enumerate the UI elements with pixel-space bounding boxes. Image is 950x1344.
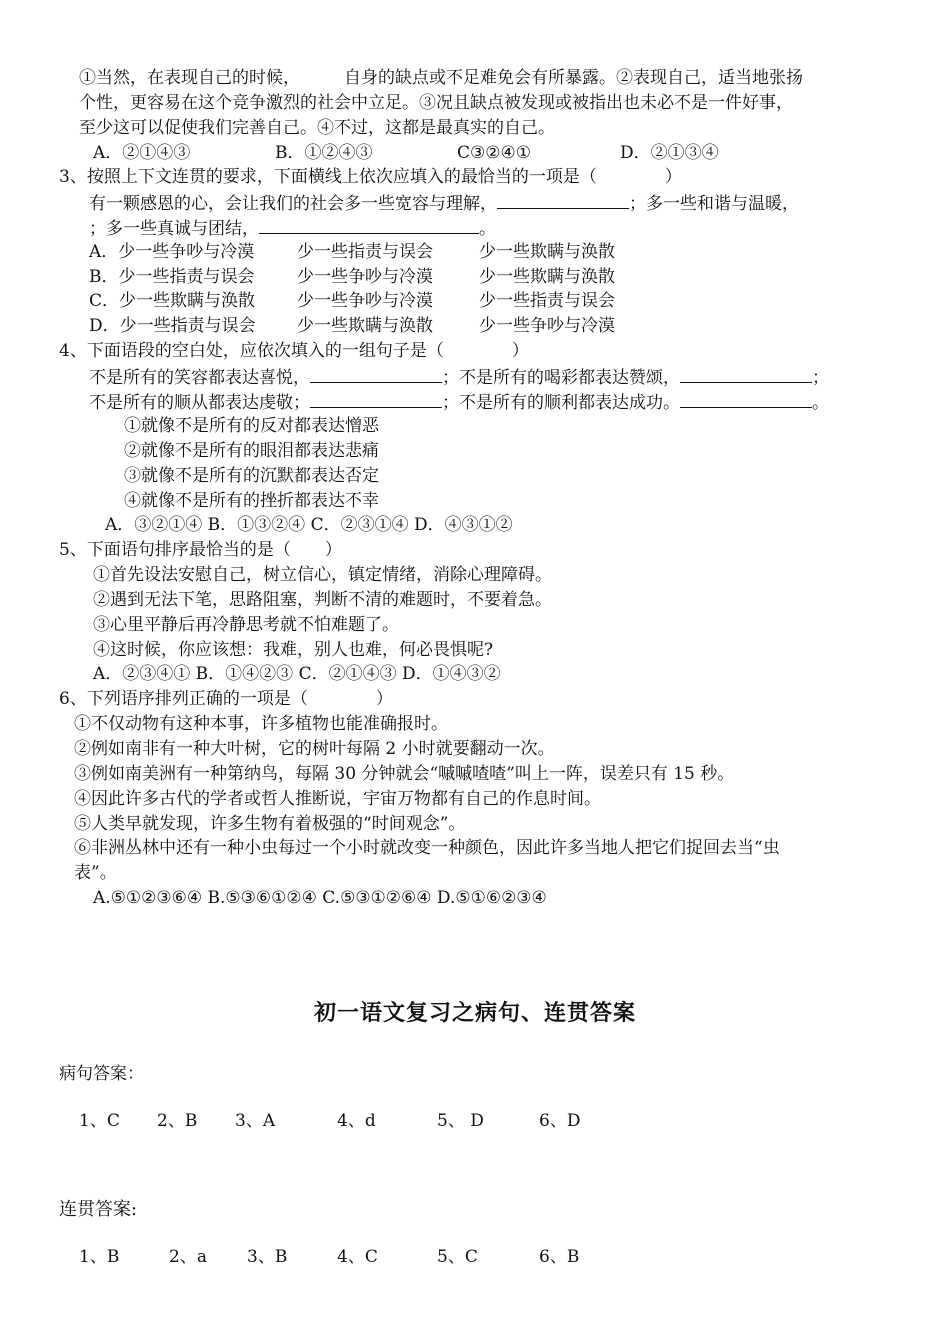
- answer-item: 6、B: [539, 1247, 580, 1267]
- option-phrase: 少一些指责与误会: [297, 242, 433, 262]
- q3-stem: 3、按照上下文连贯的要求，下面横线上依次应填入的最恰当的一项是（ ）: [59, 167, 682, 187]
- answer-blank: [310, 389, 442, 408]
- answer-item: 3、A: [235, 1111, 276, 1131]
- q4-passage-2: [89, 389, 829, 413]
- q3-option-d: [89, 314, 615, 338]
- lianguan-answers: [79, 1244, 579, 1270]
- bingju-label: 病句答案：: [59, 1064, 144, 1084]
- q2-option-a: A．②①④③: [93, 143, 191, 163]
- q3-option-a: [89, 240, 615, 264]
- option-phrase: A．少一些争吵与冷漠: [89, 242, 255, 262]
- q3-passage-text: 。: [479, 219, 496, 239]
- q5-sentence-2: ②遇到无法下笔，思路阻塞，判断不清的难题时，不要着急。: [93, 590, 552, 610]
- q4-passage-text: 不是所有的笑容都表达喜悦，: [89, 368, 310, 388]
- answer-item: 2、a: [169, 1247, 207, 1267]
- answer-item: 1、B: [79, 1247, 120, 1267]
- q4-sentence-4: ④就像不是所有的挫折都表达不幸: [124, 491, 379, 511]
- answer-title: 初一语文复习之病句、连贯答案: [313, 1001, 636, 1026]
- q6-options: A.⑤①②③⑥④ B.⑤③⑥①②④ C.⑤③①②⑥④ D.⑤①⑥②③④: [93, 888, 547, 908]
- q2-text: 自身的缺点或不足难免会有所暴露。②表现自己，适当地张扬: [344, 68, 803, 88]
- q3-passage-2: [89, 215, 496, 239]
- q5-sentence-4: ④这时候，你应该想：我难，别人也难，何必畏惧呢?: [93, 640, 494, 660]
- q6-sentence-4: ④因此许多古代的学者或哲人推断说，宇宙万物都有自己的作息时间。: [74, 789, 601, 809]
- q5-stem: 5、下面语句排序最恰当的是（ ）: [59, 540, 342, 560]
- q4-options: A．③②①④ B．①③②④ C．②③①④ D．④③①②: [105, 515, 513, 535]
- q2-option-c: C③②④①: [457, 143, 531, 163]
- q2-option-b: B．①②④③: [275, 143, 373, 163]
- q2-line-1: [79, 66, 803, 90]
- answer-item: 6、D: [539, 1111, 581, 1131]
- answer-blank: [310, 364, 442, 383]
- answer-item: 1、C: [79, 1111, 120, 1131]
- q6-sentence-2: ②例如南非有一种大叶树，它的树叶每隔 2 小时就要翻动一次。: [74, 739, 555, 759]
- q6-sentence-3: ③例如南美洲有一种第纳鸟，每隔 30 分钟就会“嘁嘁喳喳”叫上一阵，误差只有 15 秒。: [74, 764, 735, 784]
- q2-options: [93, 141, 719, 165]
- q6-sentence-6-cont: 表”。: [74, 863, 117, 883]
- answer-item: 2、B: [157, 1111, 198, 1131]
- option-phrase: B．少一些指责与误会: [89, 267, 255, 287]
- option-phrase: D．少一些指责与误会: [89, 316, 256, 336]
- q4-sentence-1: ①就像不是所有的反对都表达憎恶: [124, 416, 379, 436]
- q4-stem: 4、下面语段的空白处，应依次填入的一组句子是（ ）: [59, 341, 529, 361]
- answer-item: 5、 D: [437, 1111, 484, 1131]
- q2-line-3: 至少这可以促使我们完善自己。④不过，这都是最真实的自己。: [79, 118, 555, 138]
- q3-option-b: [89, 265, 615, 289]
- q4-passage-text: ；不是所有的顺利都表达成功。: [442, 393, 680, 413]
- option-phrase: 少一些争吵与冷漠: [479, 316, 615, 336]
- q6-sentence-1: ①不仅动物有这种本事，许多植物也能准确报时。: [74, 714, 448, 734]
- q3-passage-1: [89, 190, 799, 214]
- option-phrase: 少一些欺瞒与涣散: [479, 242, 615, 262]
- lianguan-label: 连贯答案:: [59, 1199, 138, 1220]
- q4-passage-text: ；不是所有的喝彩都表达赞颂，: [442, 368, 680, 388]
- q3-passage-text: 有一颗感恩的心，会让我们的社会多一些宽容与理解，: [89, 194, 497, 214]
- q6-sentence-6: ⑥非洲丛林中还有一种小虫每过一个小时就改变一种颜色，因此许多当地人把它们捉回去当“虫: [74, 838, 780, 858]
- q5-options: A．②③④① B．①④②③ C．②①④③ D．①④③②: [93, 664, 501, 684]
- bingju-answers: [79, 1108, 580, 1134]
- q2-option-d: D．②①③④: [620, 143, 719, 163]
- q4-sentence-3: ③就像不是所有的沉默都表达否定: [124, 466, 379, 486]
- q4-passage-text: 不是所有的顺从都表达虔敬；: [89, 393, 310, 413]
- option-phrase: 少一些欺瞒与涣散: [297, 316, 433, 336]
- answer-blank: [497, 190, 629, 209]
- option-phrase: 少一些指责与误会: [479, 291, 615, 311]
- q4-sentence-2: ②就像不是所有的眼泪都表达悲痛: [124, 441, 379, 461]
- answer-item: 4、C: [337, 1247, 378, 1267]
- q3-option-c: [89, 289, 615, 313]
- q5-sentence-1: ①首先设法安慰自己，树立信心，镇定情绪，消除心理障碍。: [93, 565, 552, 585]
- q2-line-2: 个性，更容易在这个竞争激烈的社会中立足。③况且缺点被发现或被指出也未必不是一件好事，: [79, 93, 793, 113]
- option-phrase: 少一些争吵与冷漠: [297, 291, 433, 311]
- q6-sentence-5: ⑤人类早就发现，许多生物有着极强的“时间观念”。: [74, 814, 466, 834]
- q3-passage-text: ；多一些真诚与团结，: [89, 219, 259, 239]
- answer-item: 5、C: [437, 1247, 478, 1267]
- q5-sentence-3: ③心里平静后再冷静思考就不怕难题了。: [93, 615, 399, 635]
- answer-item: 3、B: [247, 1247, 288, 1267]
- q4-passage-text: 。: [812, 393, 829, 413]
- answer-blank: [680, 364, 812, 383]
- q4-passage-text: ；: [812, 368, 829, 388]
- answer-blank: [680, 389, 812, 408]
- q3-passage-text: ；多一些和谐与温暖，: [629, 194, 799, 214]
- option-phrase: C．少一些欺瞒与涣散: [89, 291, 256, 311]
- answer-item: 4、d: [337, 1111, 376, 1131]
- option-phrase: 少一些争吵与冷漠: [297, 267, 433, 287]
- q2-text: ①当然，在表现自己的时候，: [79, 68, 300, 88]
- option-phrase: 少一些欺瞒与涣散: [479, 267, 615, 287]
- answer-blank: [259, 215, 479, 234]
- q6-stem: 6、下列语序排列正确的一项是（ ）: [59, 689, 393, 709]
- q4-passage-1: [89, 364, 829, 388]
